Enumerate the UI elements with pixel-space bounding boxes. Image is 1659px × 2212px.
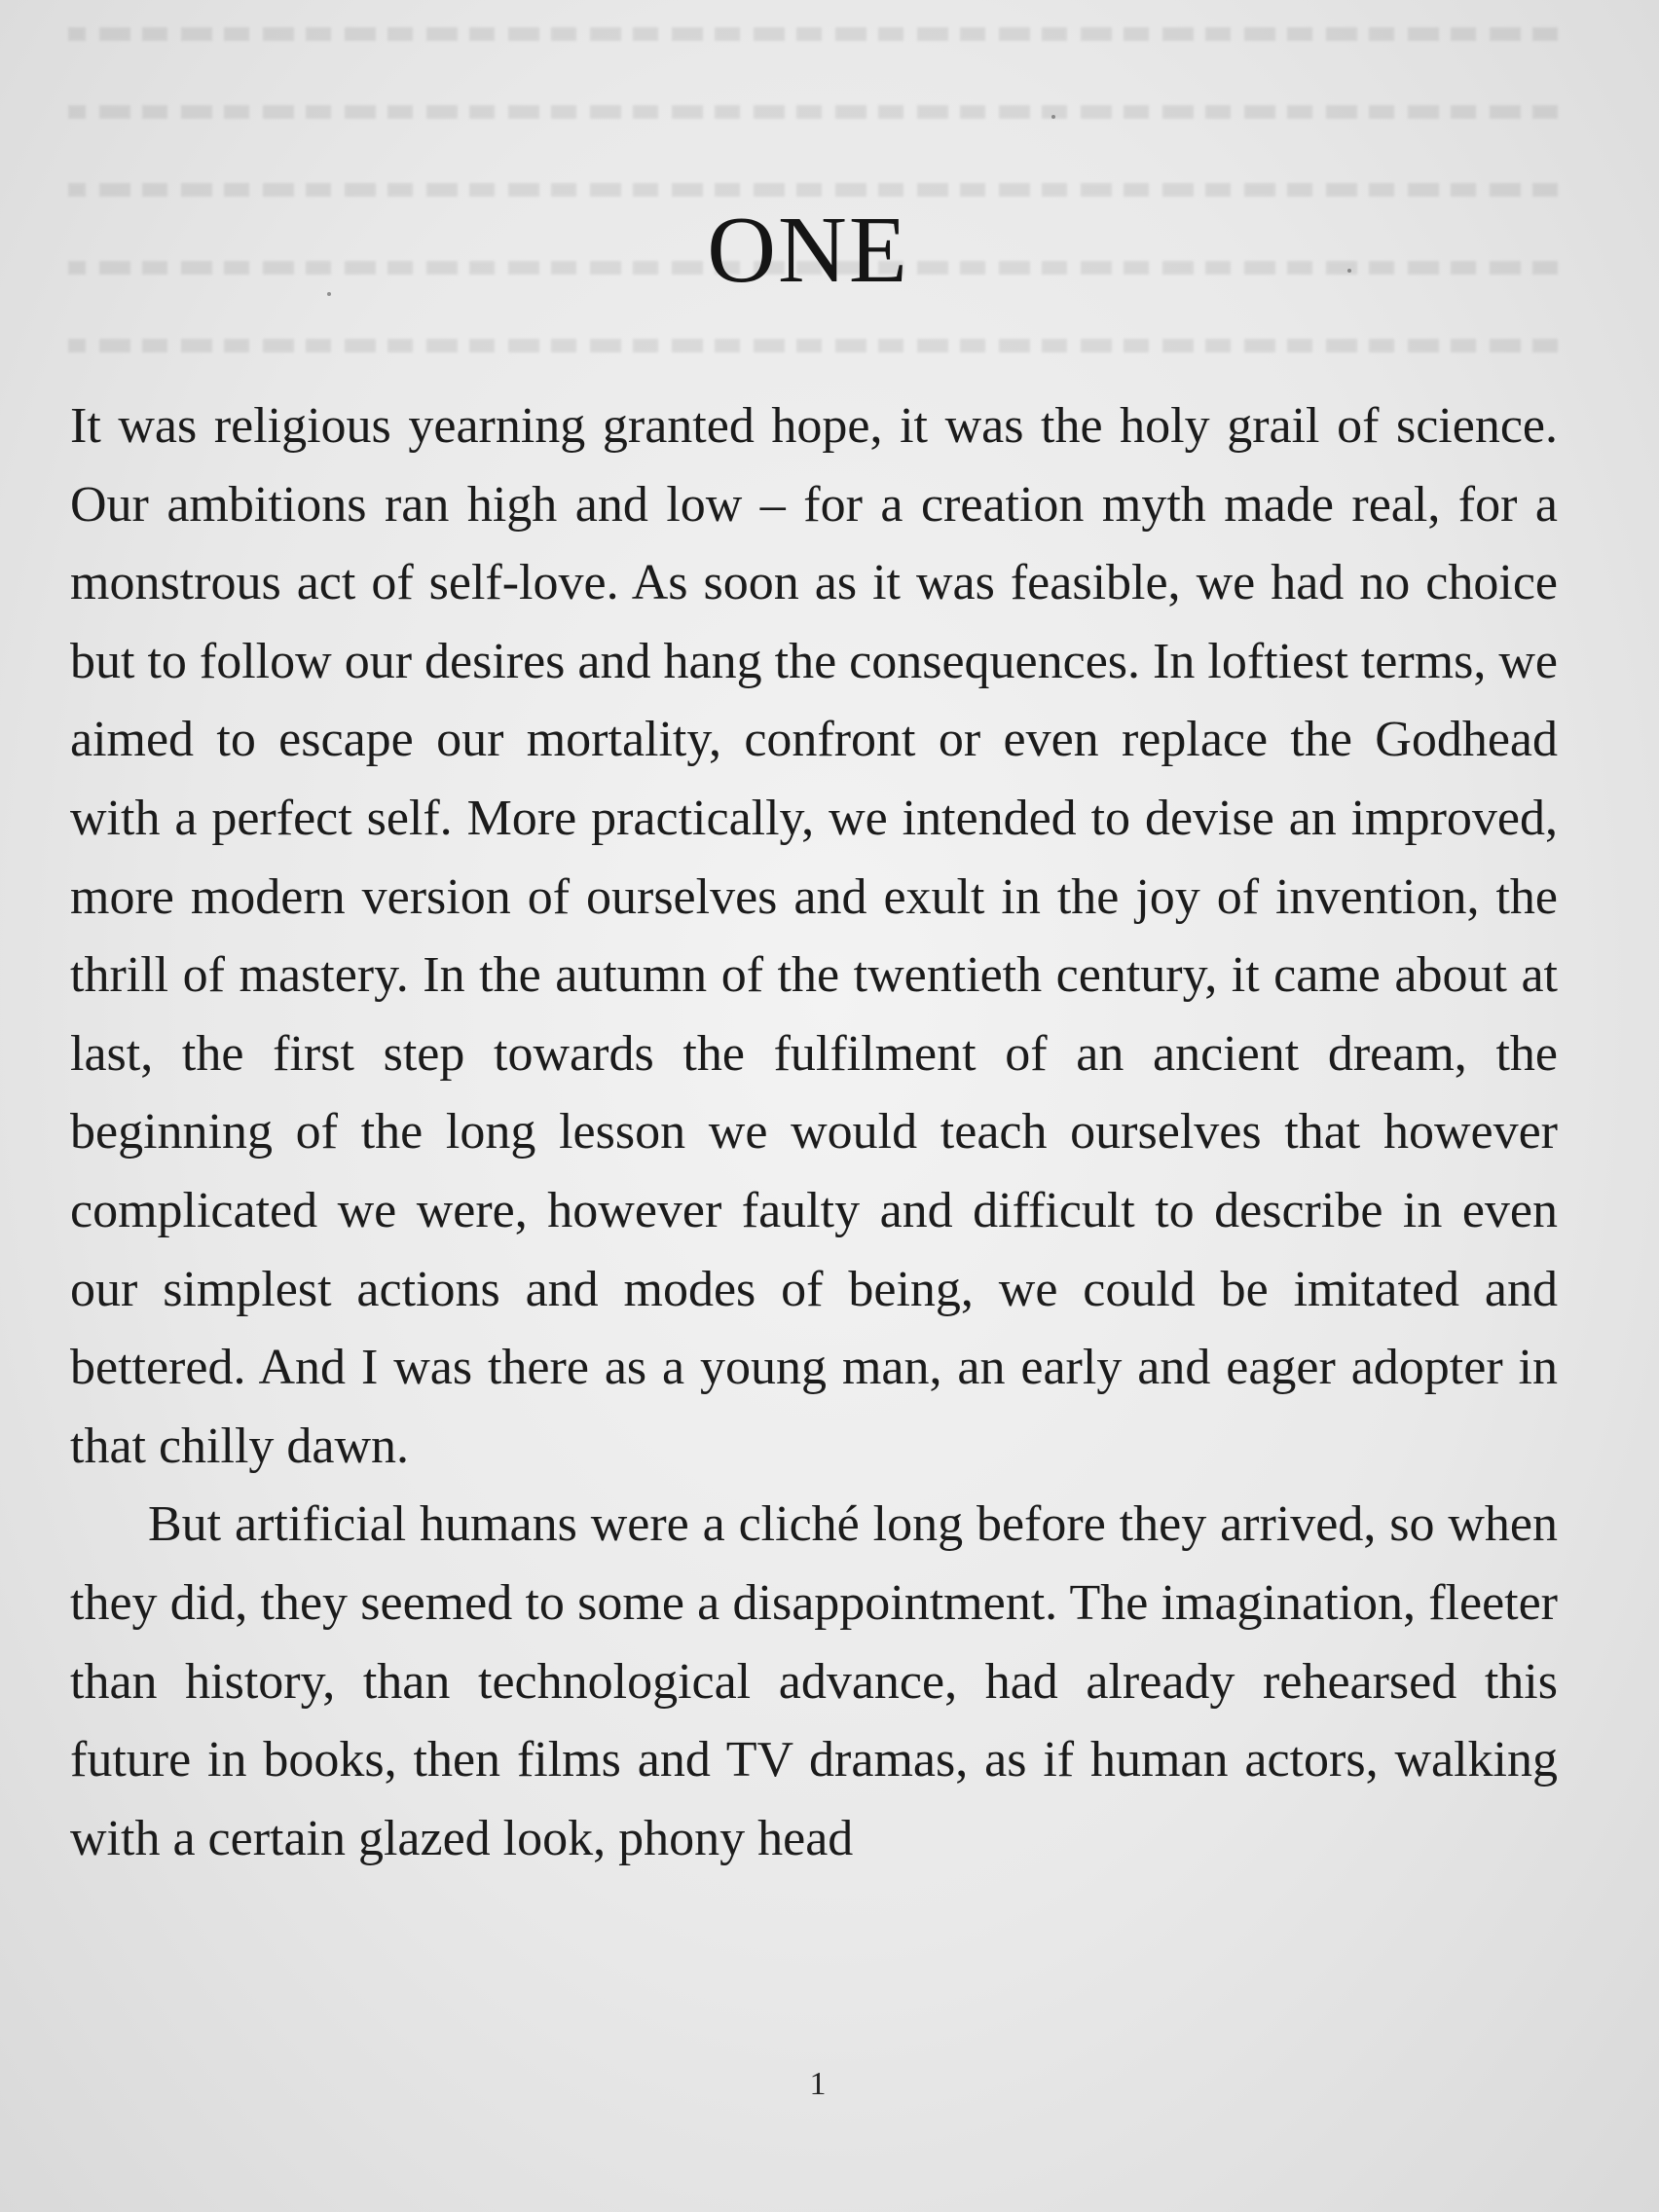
- paragraph-2: But artificial humans were a cliché long before they arrived, so when they did, they seemed to some a disappointment. The imagination, fleeter than history, than technological advance, had already rehearsed this future in books, then films and TV dramas, as if human actors, walking with a certain glazed look, phony head: [70, 1496, 1558, 1866]
- paper-speck: [1051, 115, 1055, 119]
- paragraph-1: It was religious yearning granted hope, it was the holy grail of science. Our ambitions ran high and low – for a creation myth made real, for a monstrous act of self-love. As soon as it was feasible, we had no choice but to follow our desires and hang the consequences. In loftiest terms, we aimed to escape our mortality, confront or even replace the Godhead with a perfect self. More practically, we intended to devise an improved, more modern version of ourselves and exult in the joy of invention, the thrill of mastery. In the autumn of the twentieth century, it came about at last, the first step towards the fulfilment of an ancient dream, the beginning of the long lesson we would teach ourselves that however complicated we were, however faulty and difficult to describe in even our simplest actions and modes of being, we could be imitated and bettered. And I was there as a young man, an early and eager adopter in that chilly dawn.: [70, 398, 1558, 1474]
- body-text: [70, 387, 1558, 1878]
- page-number: 1: [809, 2066, 827, 2102]
- chapter-title: ONE: [707, 198, 909, 303]
